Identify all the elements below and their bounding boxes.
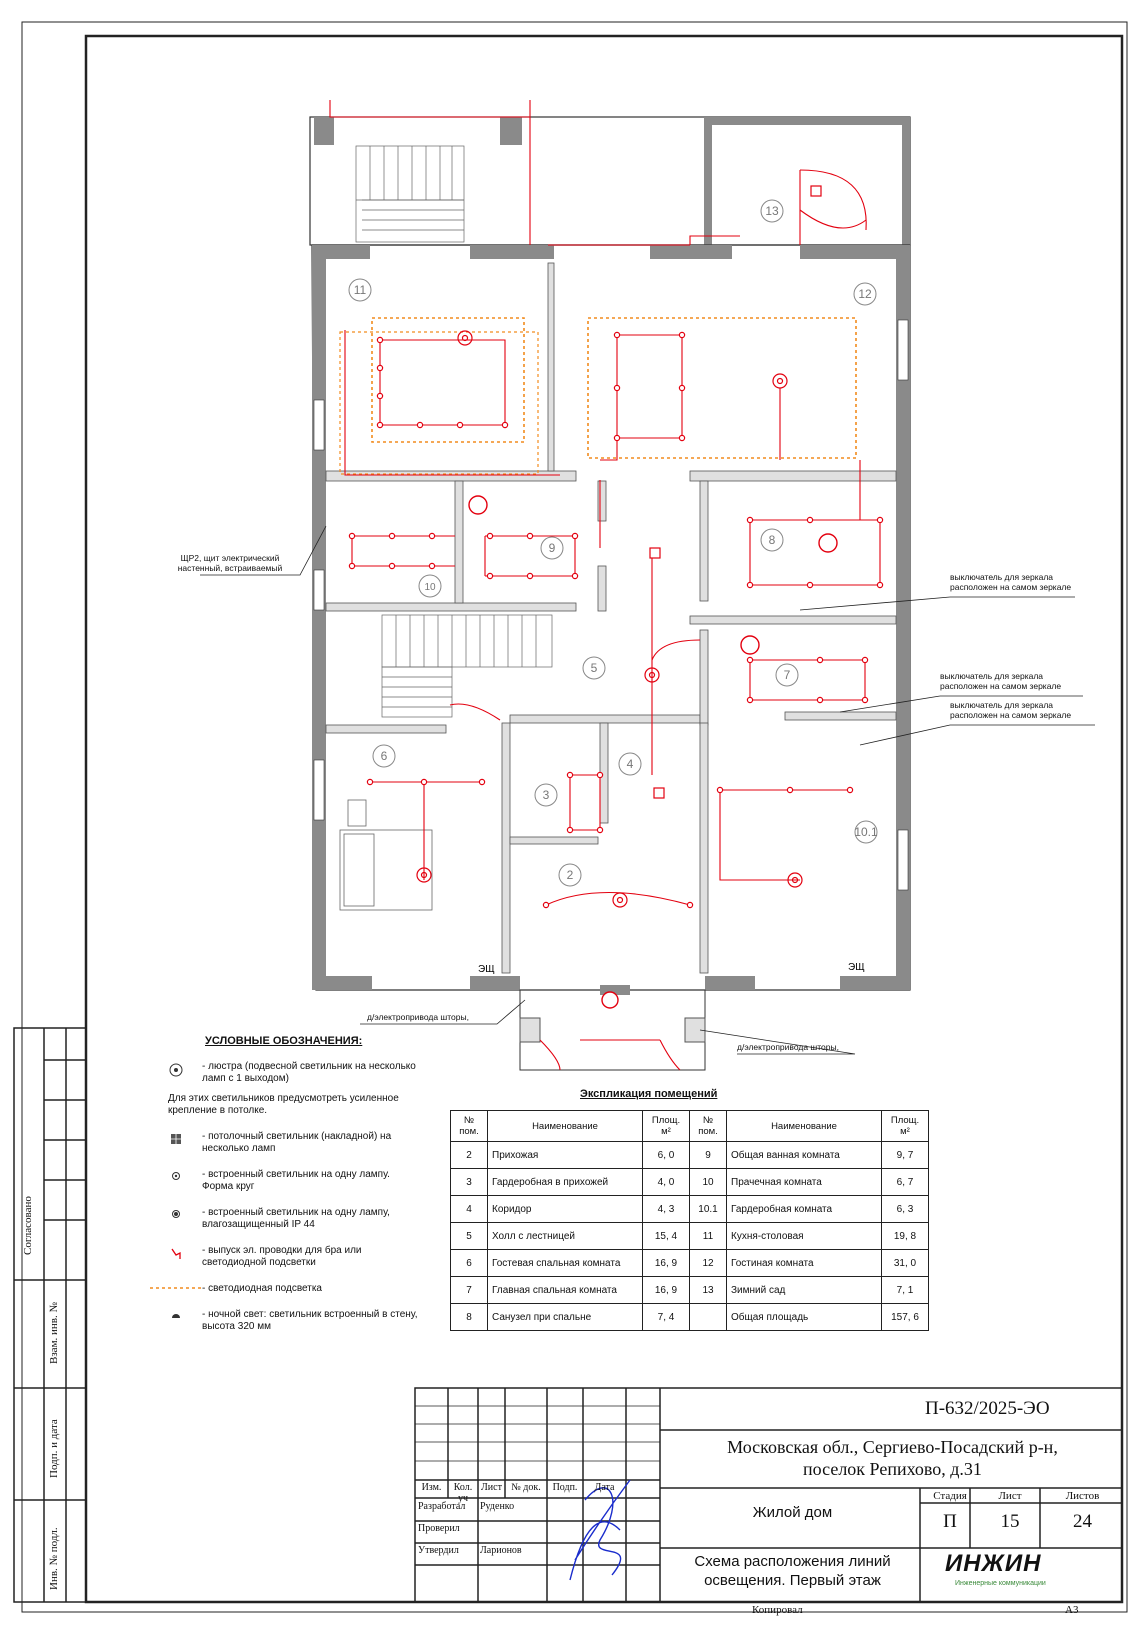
- table-cell-name: Общая ванная комната: [727, 1142, 882, 1169]
- role-developer: Разработал: [418, 1501, 466, 1512]
- table-cell-area: 7, 1: [882, 1277, 929, 1304]
- table-cell-num: 11: [690, 1223, 727, 1250]
- col-list: Лист: [481, 1482, 502, 1493]
- table-cell-name: Коридор: [488, 1196, 643, 1223]
- table-cell-num: 7: [451, 1277, 488, 1304]
- legend-title: УСЛОВНЫЕ ОБОЗНАЧЕНИЯ:: [205, 1035, 363, 1047]
- side-agreed: Согласовано: [22, 1196, 34, 1255]
- table-cell-num: 5: [451, 1223, 488, 1250]
- legend-item-ip44-spot: - встроенный светильник на одну лампу, влагозащищенный IP 44: [150, 1207, 420, 1231]
- address: Московская обл., Сергиево-Посадский р-н, поселок Репихово, д.31: [727, 1437, 1058, 1479]
- table-cell-area: 157, 6: [882, 1304, 929, 1331]
- wall-outlet-icon: [150, 1245, 202, 1261]
- table-cell-num: 9: [690, 1142, 727, 1169]
- explication-table: [450, 1110, 929, 1331]
- table-cell-name: Холл с лестницей: [488, 1223, 643, 1250]
- led-strips: [340, 318, 856, 474]
- table-cell-area: 16, 9: [643, 1277, 690, 1304]
- stage-label: Стадия: [933, 1490, 967, 1502]
- building-walls: [310, 117, 910, 1070]
- room-label-5: 5: [590, 661, 598, 675]
- table-row: [451, 1169, 929, 1196]
- table-cell-num: 13: [690, 1277, 727, 1304]
- table-cell-num: [690, 1304, 727, 1331]
- table-row: [451, 1196, 929, 1223]
- side-replace-inv: Взам. инв. №: [48, 1302, 60, 1364]
- shield-note: ЩР2, щит электрический настенный, встраиваемый: [177, 553, 283, 573]
- table-cell-name: Кухня-столовая: [727, 1223, 882, 1250]
- role-approver: Утвердил: [418, 1545, 459, 1556]
- ip44-fixtures: [469, 496, 837, 1008]
- led-strip-icon: [150, 1283, 202, 1291]
- mirror-switch-note-1: выключатель для зеркала расположен на самом зеркале: [950, 572, 1072, 592]
- table-cell-area: 7, 4: [643, 1304, 690, 1331]
- sheet-label: Лист: [998, 1490, 1022, 1502]
- explication-body: [451, 1142, 929, 1331]
- table-cell-area: 16, 9: [643, 1250, 690, 1277]
- table-row: [451, 1223, 929, 1250]
- table-cell-name: Прихожая: [488, 1142, 643, 1169]
- table-cell-name: Гостиная комната: [727, 1250, 882, 1277]
- col-izm: Изм.: [421, 1482, 442, 1493]
- room-label-8: 7: [783, 668, 791, 682]
- room-label-9: 8: [768, 533, 776, 547]
- table-cell-name: Гардеробная комната: [727, 1196, 882, 1223]
- square-fixtures: [650, 186, 821, 798]
- room-label-4: 4: [626, 757, 634, 771]
- room-label-10: 9: [548, 541, 556, 555]
- role-checker: Проверил: [418, 1523, 460, 1534]
- table-cell-num: 2: [451, 1142, 488, 1169]
- table-cell-name: Зимний сад: [727, 1277, 882, 1304]
- col-date: Дата: [594, 1482, 615, 1493]
- curtain-note-left: д/электропривода шторы,: [367, 1012, 469, 1022]
- table-cell-area: 4, 0: [643, 1169, 690, 1196]
- table-cell-num: 3: [451, 1169, 488, 1196]
- table-row: [451, 1250, 929, 1277]
- table-cell-area: 9, 7: [882, 1142, 929, 1169]
- legend: [150, 1035, 420, 1347]
- legend-item-night-light: - ночной свет: светильник встроенный в стену, высота 320 мм: [150, 1309, 420, 1333]
- table-cell-num: 10: [690, 1169, 727, 1196]
- table-cell-name: Гостевая спальная комната: [488, 1250, 643, 1277]
- room-number-labels: [354, 204, 878, 882]
- room-label-12: 12: [858, 287, 872, 301]
- name-approver: Ларионов: [480, 1545, 522, 1556]
- room-label-3: 3: [542, 788, 550, 802]
- legend-item-round-spot: - встроенный светильник на одну лампу. Форма круг: [150, 1169, 420, 1193]
- table-cell-num: 12: [690, 1250, 727, 1277]
- room-label-11: 11: [353, 283, 367, 297]
- explication-header-row: № пом. Наименование Площ. м² № пом. Наименование Площ. м²: [451, 1111, 929, 1142]
- chandelier-icon: [150, 1061, 202, 1077]
- table-cell-area: 6, 7: [882, 1169, 929, 1196]
- curtain-note-right: д/электропривода шторы,: [737, 1042, 839, 1052]
- table-cell-area: 31, 0: [882, 1250, 929, 1277]
- room-label-2: 2: [566, 868, 574, 882]
- format-label: А3: [1065, 1604, 1079, 1616]
- ceiling-square-icon: [150, 1131, 202, 1145]
- table-cell-name: Главная спальная комната: [488, 1277, 643, 1304]
- table-cell-name: Гардеробная в прихожей: [488, 1169, 643, 1196]
- sheet-value: 15: [1000, 1511, 1020, 1532]
- side-sign-date: Подп. и дата: [48, 1419, 60, 1478]
- legend-item-wall-outlet: - выпуск эл. проводки для бра или светодиодной подсветки: [150, 1245, 420, 1269]
- legend-item-ceiling-square: - потолочный светильник (накладной) на несколько ламп: [150, 1131, 420, 1155]
- table-cell-num: 4: [451, 1196, 488, 1223]
- col-doc: № док.: [511, 1482, 541, 1493]
- room-label-10-1: 10: [424, 582, 436, 593]
- table-row: [451, 1277, 929, 1304]
- table-cell-area: 6, 0: [643, 1142, 690, 1169]
- table-cell-name: Прачечная комната: [727, 1169, 882, 1196]
- outer-frame: [22, 22, 1127, 1612]
- room-label-6: 6: [380, 749, 388, 763]
- table-cell-area: 15, 4: [643, 1223, 690, 1250]
- esh-right-label: ЭЩ: [848, 962, 865, 973]
- night-light-icon: [150, 1309, 202, 1319]
- table-cell-num: 6: [451, 1250, 488, 1277]
- table-cell-num: 8: [451, 1304, 488, 1331]
- col-kol: Кол. уч: [453, 1482, 473, 1504]
- copied-label: Копировал: [752, 1604, 803, 1616]
- sheets-label: Листов: [1065, 1490, 1100, 1502]
- table-cell-area: 19, 8: [882, 1223, 929, 1250]
- sheets-value: 24: [1073, 1511, 1092, 1532]
- legend-note: Для этих светильников предусмотреть усиленное крепление в потолке.: [168, 1093, 399, 1116]
- room-label-13: 13: [765, 204, 779, 218]
- table-cell-name: Общая площадь: [727, 1304, 882, 1331]
- mirror-switch-note-3: выключатель для зеркала расположен на самом зеркале: [950, 700, 1072, 720]
- company-logo: ИНЖИН: [945, 1550, 1042, 1577]
- table-cell-area: 4, 3: [643, 1196, 690, 1223]
- sheet-title: Схема расположения линий освещения. Первый этаж: [694, 1553, 891, 1589]
- table-row: [451, 1304, 929, 1331]
- object-name: Жилой дом: [752, 1504, 833, 1521]
- table-cell-num: 10.1: [690, 1196, 727, 1223]
- legend-item-led-strip: - светодиодная подсветка: [150, 1283, 420, 1295]
- stage-value: П: [943, 1511, 957, 1532]
- room-circles: [349, 200, 877, 886]
- col-sign: Подп.: [552, 1482, 578, 1493]
- esh-left-label: ЭЩ: [478, 964, 495, 975]
- name-developer: Руденко: [480, 1501, 515, 1512]
- ip44-spot-icon: [150, 1207, 202, 1219]
- explication-title: Экспликация помещений: [580, 1088, 718, 1100]
- mirror-switch-note-2: выключатель для зеркала расположен на самом зеркале: [940, 671, 1062, 691]
- table-cell-area: 6, 3: [882, 1196, 929, 1223]
- table-row: [451, 1142, 929, 1169]
- round-spot-icon: [150, 1169, 202, 1181]
- title-block: [415, 1388, 1127, 1604]
- doc-code: П-632/2025-ЭО: [925, 1398, 1050, 1419]
- room-label-7: 10.1: [854, 825, 878, 839]
- table-cell-name: Санузел при спальне: [488, 1304, 643, 1331]
- company-sub: Инженерные коммуникации: [955, 1580, 1046, 1587]
- side-inv-orig: Инв. № подл.: [48, 1527, 60, 1590]
- legend-item-chandelier: - люстра (подвесной светильник на несколько ламп с 1 выходом): [150, 1061, 420, 1085]
